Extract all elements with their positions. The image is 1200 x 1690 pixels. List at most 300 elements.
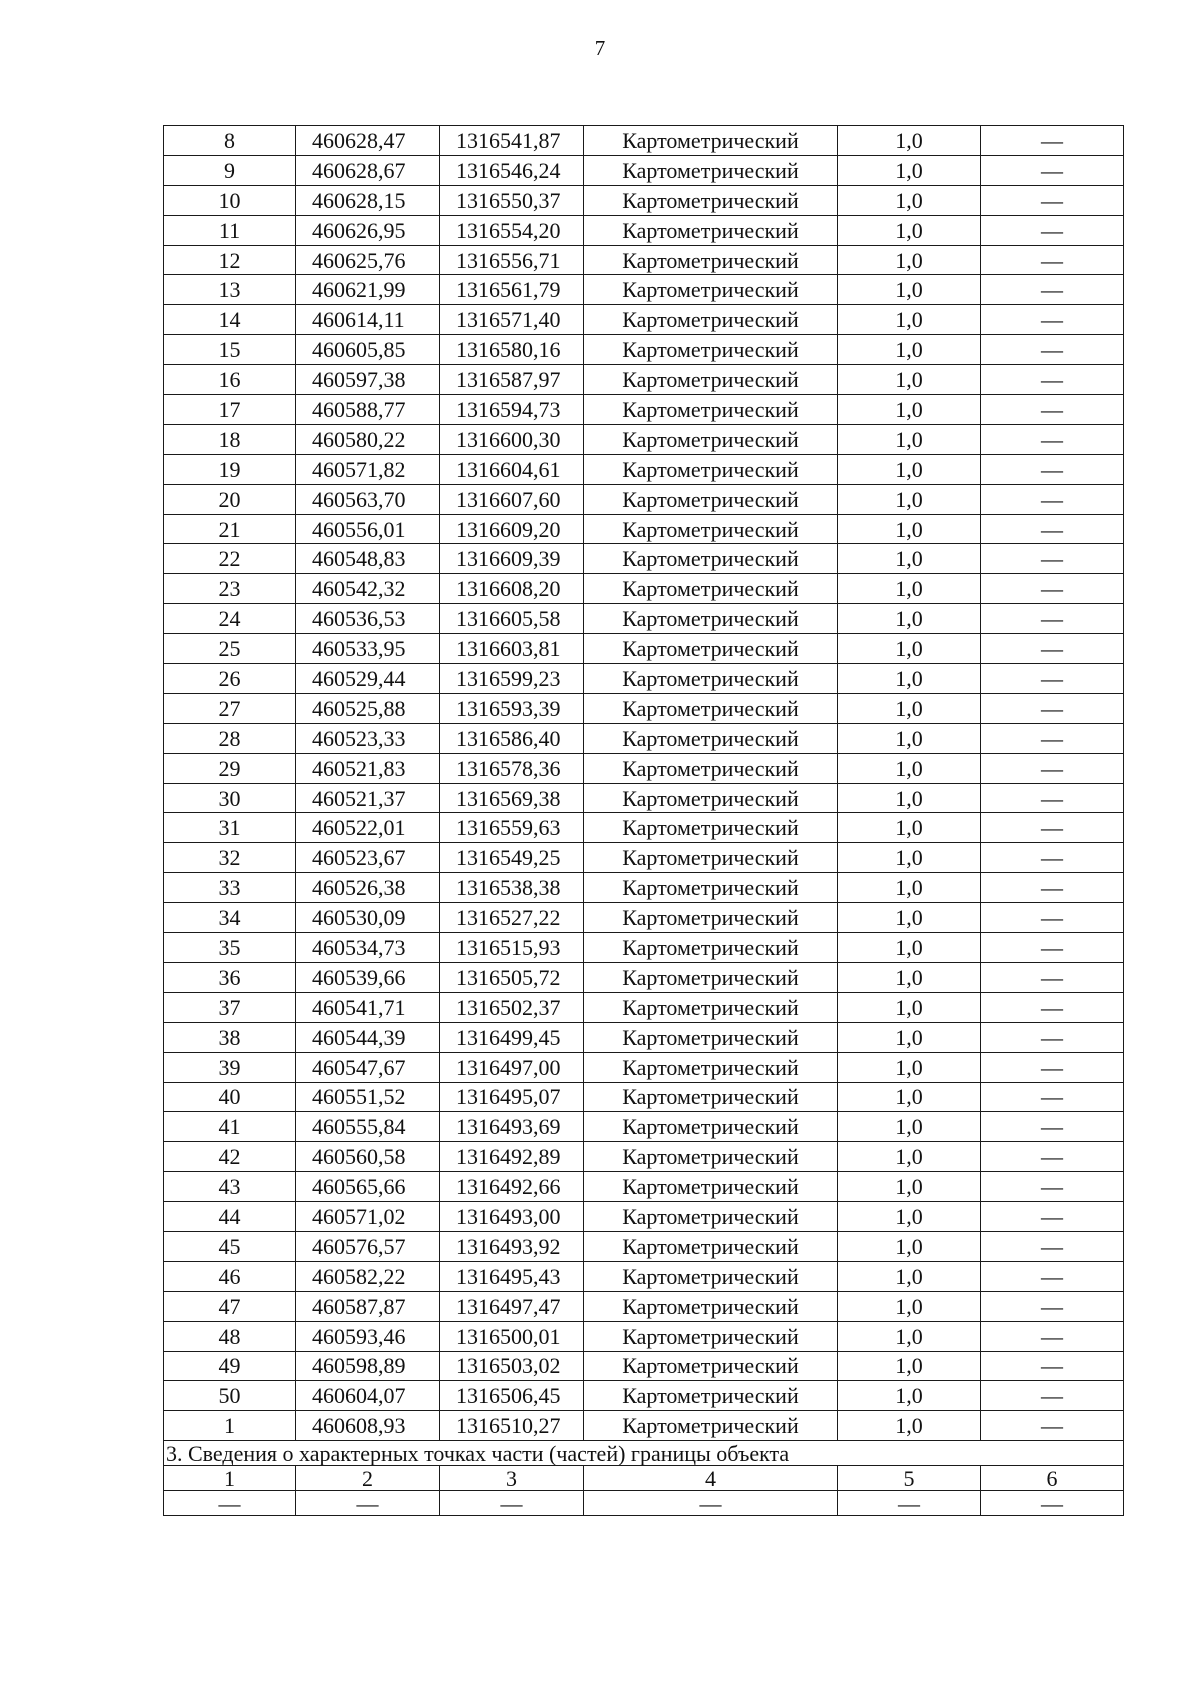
y-coordinate-cell: 1316593,39 xyxy=(440,693,584,723)
description-cell: — xyxy=(981,185,1124,215)
accuracy-cell: 1,0 xyxy=(838,126,981,156)
x-coordinate-cell: 460571,02 xyxy=(296,1202,440,1232)
description-cell: — xyxy=(981,753,1124,783)
table-row xyxy=(164,933,1124,963)
y-coordinate-cell: 1316600,30 xyxy=(440,424,584,454)
y-coordinate-cell: 1316609,39 xyxy=(440,544,584,574)
y-coordinate-cell: 1316495,43 xyxy=(440,1261,584,1291)
accuracy-cell: 1,0 xyxy=(838,155,981,185)
accuracy-cell: 1,0 xyxy=(838,305,981,335)
y-coordinate-cell: 1316561,79 xyxy=(440,275,584,305)
accuracy-cell: 1,0 xyxy=(838,395,981,425)
table-row xyxy=(164,215,1124,245)
accuracy-cell: 1,0 xyxy=(838,574,981,604)
table-row xyxy=(164,1261,1124,1291)
accuracy-cell: 1,0 xyxy=(838,1351,981,1381)
description-cell: — xyxy=(981,1082,1124,1112)
x-coordinate-cell: 460521,83 xyxy=(296,753,440,783)
y-coordinate-cell: 1316493,69 xyxy=(440,1112,584,1142)
description-cell: — xyxy=(981,215,1124,245)
description-cell: — xyxy=(981,1381,1124,1411)
x-coordinate-cell: 460555,84 xyxy=(296,1112,440,1142)
accuracy-cell: 1,0 xyxy=(838,783,981,813)
accuracy-cell: 1,0 xyxy=(838,933,981,963)
method-cell: Картометрический xyxy=(584,245,838,275)
x-coordinate-cell: 460576,57 xyxy=(296,1231,440,1261)
accuracy-cell: 1,0 xyxy=(838,903,981,933)
x-coordinate-cell: 460604,07 xyxy=(296,1381,440,1411)
description-cell: — xyxy=(981,992,1124,1022)
accuracy-cell: 1,0 xyxy=(838,962,981,992)
description-cell: — xyxy=(981,1231,1124,1261)
table-row xyxy=(164,1052,1124,1082)
y-coordinate-cell: 1316546,24 xyxy=(440,155,584,185)
y-coordinate-cell: 1316502,37 xyxy=(440,992,584,1022)
point-number-cell: 27 xyxy=(164,693,296,723)
table-row xyxy=(164,514,1124,544)
accuracy-cell: 1,0 xyxy=(838,604,981,634)
point-number-cell: 33 xyxy=(164,873,296,903)
point-number-cell: 12 xyxy=(164,245,296,275)
table-row xyxy=(164,1321,1124,1351)
empty-cell: — xyxy=(981,1491,1124,1516)
y-coordinate-cell: 1316506,45 xyxy=(440,1381,584,1411)
accuracy-cell: 1,0 xyxy=(838,753,981,783)
table-row xyxy=(164,365,1124,395)
description-cell: — xyxy=(981,1022,1124,1052)
method-cell: Картометрический xyxy=(584,1351,838,1381)
method-cell: Картометрический xyxy=(584,275,838,305)
method-cell: Картометрический xyxy=(584,484,838,514)
empty-cell: — xyxy=(164,1491,296,1516)
table-row xyxy=(164,1351,1124,1381)
x-coordinate-cell: 460548,83 xyxy=(296,544,440,574)
table-row xyxy=(164,1202,1124,1232)
section-3-empty-row xyxy=(164,1491,1124,1516)
description-cell: — xyxy=(981,424,1124,454)
method-cell: Картометрический xyxy=(584,1411,838,1441)
y-coordinate-cell: 1316497,00 xyxy=(440,1052,584,1082)
empty-cell: — xyxy=(584,1491,838,1516)
point-number-cell: 28 xyxy=(164,723,296,753)
y-coordinate-cell: 1316493,00 xyxy=(440,1202,584,1232)
method-cell: Картометрический xyxy=(584,305,838,335)
accuracy-cell: 1,0 xyxy=(838,873,981,903)
accuracy-cell: 1,0 xyxy=(838,275,981,305)
point-number-cell: 24 xyxy=(164,604,296,634)
table-row xyxy=(164,873,1124,903)
method-cell: Картометрический xyxy=(584,454,838,484)
method-cell: Картометрический xyxy=(584,634,838,664)
point-number-cell: 21 xyxy=(164,514,296,544)
table-row xyxy=(164,335,1124,365)
method-cell: Картометрический xyxy=(584,365,838,395)
description-cell: — xyxy=(981,126,1124,156)
point-number-cell: 20 xyxy=(164,484,296,514)
x-coordinate-cell: 460563,70 xyxy=(296,484,440,514)
description-cell: — xyxy=(981,813,1124,843)
x-coordinate-cell: 460523,67 xyxy=(296,843,440,873)
method-cell: Картометрический xyxy=(584,664,838,694)
table-row xyxy=(164,783,1124,813)
point-number-cell: 43 xyxy=(164,1172,296,1202)
y-coordinate-cell: 1316559,63 xyxy=(440,813,584,843)
accuracy-cell: 1,0 xyxy=(838,514,981,544)
point-number-cell: 13 xyxy=(164,275,296,305)
description-cell: — xyxy=(981,783,1124,813)
description-cell: — xyxy=(981,245,1124,275)
accuracy-cell: 1,0 xyxy=(838,1052,981,1082)
x-coordinate-cell: 460529,44 xyxy=(296,664,440,694)
point-number-cell: 17 xyxy=(164,395,296,425)
table-row xyxy=(164,395,1124,425)
accuracy-cell: 1,0 xyxy=(838,1321,981,1351)
accuracy-cell: 1,0 xyxy=(838,1231,981,1261)
point-number-cell: 19 xyxy=(164,454,296,484)
point-number-cell: 15 xyxy=(164,335,296,365)
table-row xyxy=(164,903,1124,933)
x-coordinate-cell: 460580,22 xyxy=(296,424,440,454)
x-coordinate-cell: 460593,46 xyxy=(296,1321,440,1351)
y-coordinate-cell: 1316493,92 xyxy=(440,1231,584,1261)
description-cell: — xyxy=(981,634,1124,664)
x-coordinate-cell: 460521,37 xyxy=(296,783,440,813)
description-cell: — xyxy=(981,395,1124,425)
x-coordinate-cell: 460536,53 xyxy=(296,604,440,634)
y-coordinate-cell: 1316549,25 xyxy=(440,843,584,873)
table-row xyxy=(164,1381,1124,1411)
accuracy-cell: 1,0 xyxy=(838,1261,981,1291)
y-coordinate-cell: 1316609,20 xyxy=(440,514,584,544)
table-row xyxy=(164,1172,1124,1202)
description-cell: — xyxy=(981,544,1124,574)
y-coordinate-cell: 1316586,40 xyxy=(440,723,584,753)
method-cell: Картометрический xyxy=(584,335,838,365)
method-cell: Картометрический xyxy=(584,992,838,1022)
method-cell: Картометрический xyxy=(584,783,838,813)
description-cell: — xyxy=(981,1291,1124,1321)
point-number-cell: 10 xyxy=(164,185,296,215)
description-cell: — xyxy=(981,305,1124,335)
table-row xyxy=(164,723,1124,753)
x-coordinate-cell: 460547,67 xyxy=(296,1052,440,1082)
x-coordinate-cell: 460628,15 xyxy=(296,185,440,215)
accuracy-cell: 1,0 xyxy=(838,1291,981,1321)
point-number-cell: 47 xyxy=(164,1291,296,1321)
accuracy-cell: 1,0 xyxy=(838,185,981,215)
accuracy-cell: 1,0 xyxy=(838,365,981,395)
empty-cell: — xyxy=(838,1491,981,1516)
x-coordinate-cell: 460522,01 xyxy=(296,813,440,843)
x-coordinate-cell: 460525,88 xyxy=(296,693,440,723)
point-number-cell: 38 xyxy=(164,1022,296,1052)
description-cell: — xyxy=(981,1172,1124,1202)
y-coordinate-cell: 1316499,45 xyxy=(440,1022,584,1052)
method-cell: Картометрический xyxy=(584,574,838,604)
description-cell: — xyxy=(981,1052,1124,1082)
point-number-cell: 44 xyxy=(164,1202,296,1232)
y-coordinate-cell: 1316538,38 xyxy=(440,873,584,903)
point-number-cell: 9 xyxy=(164,155,296,185)
accuracy-cell: 1,0 xyxy=(838,215,981,245)
method-cell: Картометрический xyxy=(584,424,838,454)
accuracy-cell: 1,0 xyxy=(838,1172,981,1202)
method-cell: Картометрический xyxy=(584,753,838,783)
x-coordinate-cell: 460605,85 xyxy=(296,335,440,365)
accuracy-cell: 1,0 xyxy=(838,454,981,484)
x-coordinate-cell: 460571,82 xyxy=(296,454,440,484)
method-cell: Картометрический xyxy=(584,1022,838,1052)
description-cell: — xyxy=(981,873,1124,903)
section-3 xyxy=(164,1441,1124,1516)
description-cell: — xyxy=(981,1112,1124,1142)
accuracy-cell: 1,0 xyxy=(838,843,981,873)
y-coordinate-cell: 1316497,47 xyxy=(440,1291,584,1321)
table-row xyxy=(164,544,1124,574)
description-cell: — xyxy=(981,1351,1124,1381)
x-coordinate-cell: 460526,38 xyxy=(296,873,440,903)
column-number: 1 xyxy=(164,1466,296,1491)
y-coordinate-cell: 1316510,27 xyxy=(440,1411,584,1441)
description-cell: — xyxy=(981,664,1124,694)
x-coordinate-cell: 460565,66 xyxy=(296,1172,440,1202)
method-cell: Картометрический xyxy=(584,843,838,873)
accuracy-cell: 1,0 xyxy=(838,664,981,694)
y-coordinate-cell: 1316569,38 xyxy=(440,783,584,813)
point-number-cell: 37 xyxy=(164,992,296,1022)
column-number: 2 xyxy=(296,1466,440,1491)
table-row xyxy=(164,962,1124,992)
point-number-cell: 1 xyxy=(164,1411,296,1441)
method-cell: Картометрический xyxy=(584,693,838,723)
description-cell: — xyxy=(981,843,1124,873)
x-coordinate-cell: 460544,39 xyxy=(296,1022,440,1052)
accuracy-cell: 1,0 xyxy=(838,335,981,365)
x-coordinate-cell: 460598,89 xyxy=(296,1351,440,1381)
y-coordinate-cell: 1316492,66 xyxy=(440,1172,584,1202)
x-coordinate-cell: 460597,38 xyxy=(296,365,440,395)
accuracy-cell: 1,0 xyxy=(838,1022,981,1052)
y-coordinate-cell: 1316594,73 xyxy=(440,395,584,425)
point-number-cell: 48 xyxy=(164,1321,296,1351)
x-coordinate-cell: 460533,95 xyxy=(296,634,440,664)
method-cell: Картометрический xyxy=(584,1172,838,1202)
empty-cell: — xyxy=(296,1491,440,1516)
description-cell: — xyxy=(981,484,1124,514)
y-coordinate-cell: 1316580,16 xyxy=(440,335,584,365)
y-coordinate-cell: 1316550,37 xyxy=(440,185,584,215)
accuracy-cell: 1,0 xyxy=(838,723,981,753)
accuracy-cell: 1,0 xyxy=(838,245,981,275)
y-coordinate-cell: 1316587,97 xyxy=(440,365,584,395)
table-row xyxy=(164,1022,1124,1052)
point-number-cell: 32 xyxy=(164,843,296,873)
method-cell: Картометрический xyxy=(584,1112,838,1142)
point-number-cell: 16 xyxy=(164,365,296,395)
point-number-cell: 25 xyxy=(164,634,296,664)
x-coordinate-cell: 460628,67 xyxy=(296,155,440,185)
description-cell: — xyxy=(981,155,1124,185)
table-row xyxy=(164,664,1124,694)
point-number-cell: 11 xyxy=(164,215,296,245)
x-coordinate-cell: 460626,95 xyxy=(296,215,440,245)
point-number-cell: 46 xyxy=(164,1261,296,1291)
point-number-cell: 14 xyxy=(164,305,296,335)
x-coordinate-cell: 460542,32 xyxy=(296,574,440,604)
description-cell: — xyxy=(981,574,1124,604)
method-cell: Картометрический xyxy=(584,126,838,156)
description-cell: — xyxy=(981,903,1124,933)
method-cell: Картометрический xyxy=(584,903,838,933)
column-number: 5 xyxy=(838,1466,981,1491)
table-row xyxy=(164,454,1124,484)
point-number-cell: 49 xyxy=(164,1351,296,1381)
y-coordinate-cell: 1316571,40 xyxy=(440,305,584,335)
description-cell: — xyxy=(981,1411,1124,1441)
table-row xyxy=(164,126,1124,156)
table-row xyxy=(164,1082,1124,1112)
table-row xyxy=(164,245,1124,275)
column-number: 4 xyxy=(584,1466,838,1491)
point-number-cell: 31 xyxy=(164,813,296,843)
table-row xyxy=(164,275,1124,305)
y-coordinate-cell: 1316599,23 xyxy=(440,664,584,694)
x-coordinate-cell: 460539,66 xyxy=(296,962,440,992)
method-cell: Картометрический xyxy=(584,1142,838,1172)
accuracy-cell: 1,0 xyxy=(838,693,981,723)
method-cell: Картометрический xyxy=(584,873,838,903)
table-row xyxy=(164,484,1124,514)
description-cell: — xyxy=(981,275,1124,305)
method-cell: Картометрический xyxy=(584,604,838,634)
accuracy-cell: 1,0 xyxy=(838,1082,981,1112)
accuracy-cell: 1,0 xyxy=(838,484,981,514)
y-coordinate-cell: 1316495,07 xyxy=(440,1082,584,1112)
accuracy-cell: 1,0 xyxy=(838,992,981,1022)
table-row xyxy=(164,1291,1124,1321)
y-coordinate-cell: 1316608,20 xyxy=(440,574,584,604)
description-cell: — xyxy=(981,604,1124,634)
x-coordinate-cell: 460556,01 xyxy=(296,514,440,544)
method-cell: Картометрический xyxy=(584,185,838,215)
method-cell: Картометрический xyxy=(584,1082,838,1112)
point-number-cell: 39 xyxy=(164,1052,296,1082)
accuracy-cell: 1,0 xyxy=(838,1381,981,1411)
coordinates-table xyxy=(163,125,1124,1516)
x-coordinate-cell: 460587,87 xyxy=(296,1291,440,1321)
point-number-cell: 34 xyxy=(164,903,296,933)
y-coordinate-cell: 1316541,87 xyxy=(440,126,584,156)
section-3-column-numbers-row xyxy=(164,1466,1124,1491)
method-cell: Картометрический xyxy=(584,1052,838,1082)
point-number-cell: 30 xyxy=(164,783,296,813)
method-cell: Картометрический xyxy=(584,723,838,753)
method-cell: Картометрический xyxy=(584,1202,838,1232)
x-coordinate-cell: 460582,22 xyxy=(296,1261,440,1291)
accuracy-cell: 1,0 xyxy=(838,1202,981,1232)
x-coordinate-cell: 460530,09 xyxy=(296,903,440,933)
method-cell: Картометрический xyxy=(584,1231,838,1261)
description-cell: — xyxy=(981,365,1124,395)
method-cell: Картометрический xyxy=(584,1261,838,1291)
x-coordinate-cell: 460551,52 xyxy=(296,1082,440,1112)
method-cell: Картометрический xyxy=(584,395,838,425)
point-number-cell: 8 xyxy=(164,126,296,156)
x-coordinate-cell: 460614,11 xyxy=(296,305,440,335)
table-row xyxy=(164,634,1124,664)
point-number-cell: 35 xyxy=(164,933,296,963)
point-number-cell: 42 xyxy=(164,1142,296,1172)
y-coordinate-cell: 1316607,60 xyxy=(440,484,584,514)
y-coordinate-cell: 1316578,36 xyxy=(440,753,584,783)
y-coordinate-cell: 1316492,89 xyxy=(440,1142,584,1172)
accuracy-cell: 1,0 xyxy=(838,424,981,454)
table-row xyxy=(164,574,1124,604)
table-row xyxy=(164,1142,1124,1172)
y-coordinate-cell: 1316554,20 xyxy=(440,215,584,245)
section-3-title: 3. Сведения о характерных точках части (частей) границы объекта xyxy=(164,1441,1124,1466)
accuracy-cell: 1,0 xyxy=(838,813,981,843)
y-coordinate-cell: 1316605,58 xyxy=(440,604,584,634)
x-coordinate-cell: 460628,47 xyxy=(296,126,440,156)
table-row xyxy=(164,753,1124,783)
table-row xyxy=(164,693,1124,723)
table-row xyxy=(164,155,1124,185)
x-coordinate-cell: 460541,71 xyxy=(296,992,440,1022)
description-cell: — xyxy=(981,933,1124,963)
description-cell: — xyxy=(981,514,1124,544)
method-cell: Картометрический xyxy=(584,544,838,574)
table-row xyxy=(164,604,1124,634)
accuracy-cell: 1,0 xyxy=(838,544,981,574)
method-cell: Картометрический xyxy=(584,215,838,245)
point-number-cell: 23 xyxy=(164,574,296,604)
table-row xyxy=(164,1231,1124,1261)
x-coordinate-cell: 460621,99 xyxy=(296,275,440,305)
table-row xyxy=(164,813,1124,843)
x-coordinate-cell: 460560,58 xyxy=(296,1142,440,1172)
method-cell: Картометрический xyxy=(584,933,838,963)
point-number-cell: 36 xyxy=(164,962,296,992)
table-row xyxy=(164,1411,1124,1441)
description-cell: — xyxy=(981,454,1124,484)
method-cell: Картометрический xyxy=(584,1321,838,1351)
y-coordinate-cell: 1316556,71 xyxy=(440,245,584,275)
accuracy-cell: 1,0 xyxy=(838,1142,981,1172)
y-coordinate-cell: 1316604,61 xyxy=(440,454,584,484)
x-coordinate-cell: 460625,76 xyxy=(296,245,440,275)
method-cell: Картометрический xyxy=(584,1291,838,1321)
x-coordinate-cell: 460523,33 xyxy=(296,723,440,753)
table-row xyxy=(164,305,1124,335)
accuracy-cell: 1,0 xyxy=(838,1411,981,1441)
point-number-cell: 50 xyxy=(164,1381,296,1411)
y-coordinate-cell: 1316515,93 xyxy=(440,933,584,963)
point-number-cell: 26 xyxy=(164,664,296,694)
y-coordinate-cell: 1316503,02 xyxy=(440,1351,584,1381)
x-coordinate-cell: 460608,93 xyxy=(296,1411,440,1441)
point-number-cell: 45 xyxy=(164,1231,296,1261)
description-cell: — xyxy=(981,962,1124,992)
table-row xyxy=(164,424,1124,454)
accuracy-cell: 1,0 xyxy=(838,634,981,664)
description-cell: — xyxy=(981,1142,1124,1172)
page-number: 7 xyxy=(594,36,606,60)
description-cell: — xyxy=(981,693,1124,723)
description-cell: — xyxy=(981,1321,1124,1351)
y-coordinate-cell: 1316505,72 xyxy=(440,962,584,992)
description-cell: — xyxy=(981,723,1124,753)
